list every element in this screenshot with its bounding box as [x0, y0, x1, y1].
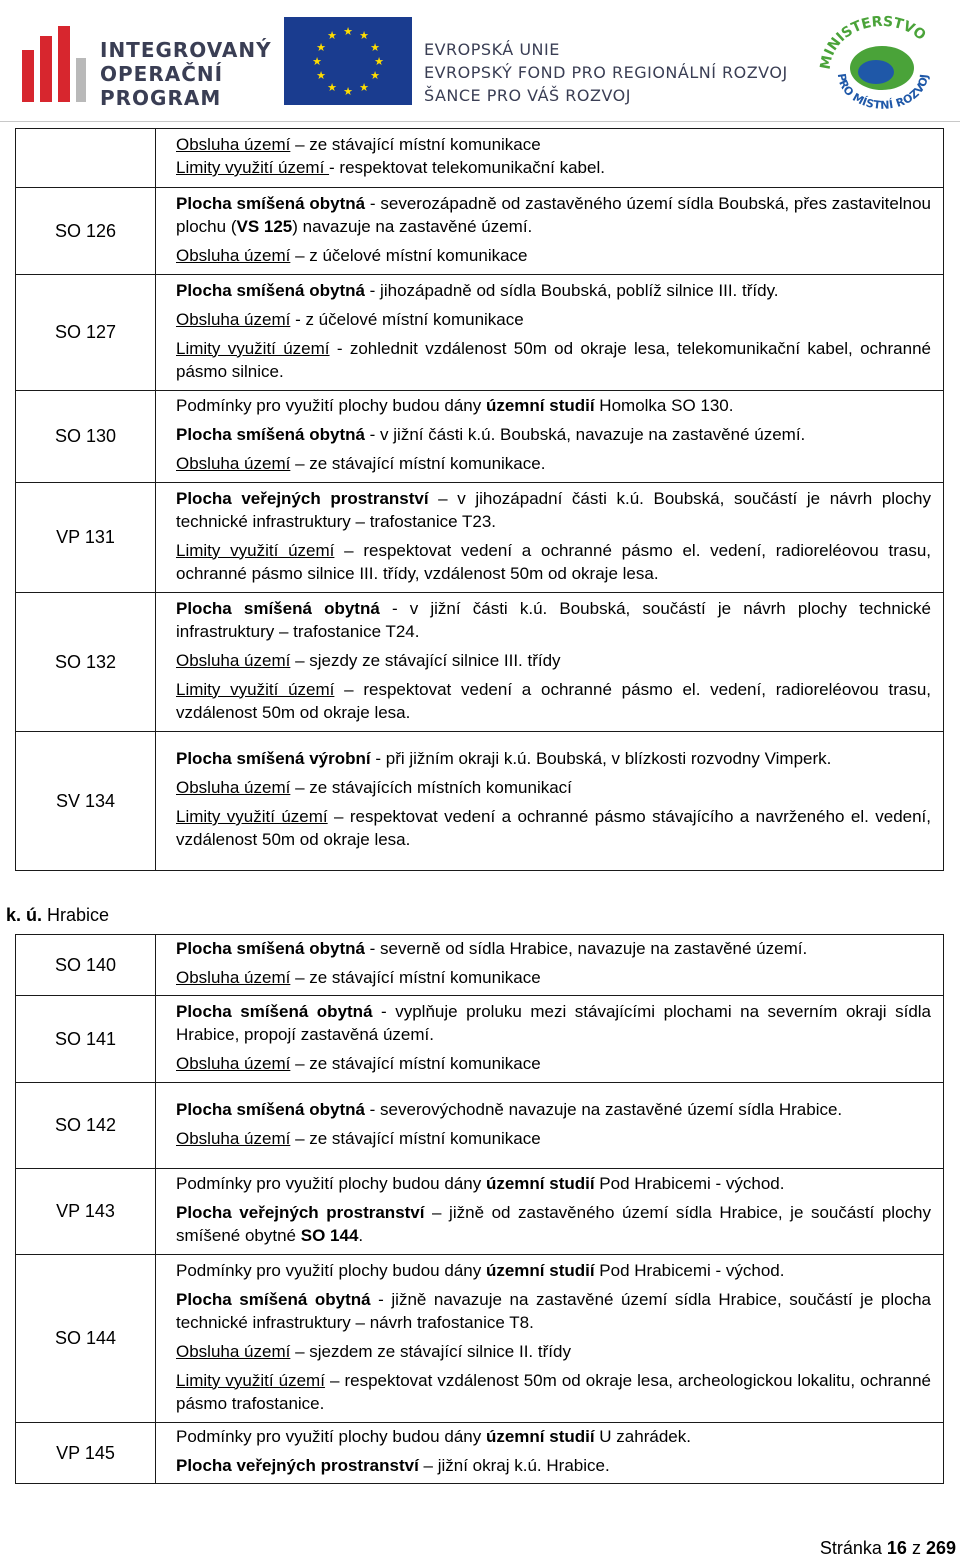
svg-text:★: ★	[327, 29, 337, 42]
area-code: SO 127	[16, 275, 156, 391]
svg-text:★: ★	[316, 41, 326, 54]
area-code: SO 142	[16, 1083, 156, 1169]
area-description: Plocha smíšená obytná - severně od sídla Hrabice, navazuje na zastavěné území. Obsluha území – ze stávající místní komunikace	[156, 935, 944, 996]
svg-text:★: ★	[327, 81, 337, 94]
area-code: SO 144	[16, 1255, 156, 1423]
table-row	[16, 996, 944, 1083]
mmr-logo-icon	[816, 10, 946, 114]
table-row	[16, 732, 944, 871]
area-description: Podmínky pro využití plochy budou dány územní studií Pod Hrabicemi - východ. Plocha smíšená obytná - jižně navazuje na zastavěné území sídla Hrabice, součástí je plocha technické infrastruktury – návrh trafostanice T8. Obsluha území – sjezdem ze stávající silnice II. třídy Limity využití území – respektovat vzdálenost 50m od okraje lesa, archeologickou lokalitu, ochranné pásmo trafostanice.	[156, 1255, 944, 1423]
svg-text:★: ★	[359, 81, 369, 94]
svg-text:★: ★	[370, 69, 380, 82]
table-row	[16, 188, 944, 275]
area-description: Plocha smíšená obytná - vyplňuje proluku mezi stávajícími plochami na severním okraji sídla Hrabice, propojí zastavěná území. Obsluha území – ze stávající místní komunikace	[156, 996, 944, 1083]
svg-text:★: ★	[374, 55, 384, 68]
area-description: Plocha smíšená obytná - v jižní části k.ú. Boubská, součástí je návrh plochy technické infrastruktury – trafostanice T24. Obsluha území – sjezdy ze stávající silnice III. třídy Limity využití území – respektovat vedení a ochranné pásmo el. vedení, radioreléovou trasu, vzdálenost 50m od okraje lesa.	[156, 593, 944, 732]
table-row	[16, 935, 944, 996]
area-description: Plocha smíšená výrobní - při jižním okraji k.ú. Boubská, v blízkosti rozvodny Vimperk. Obsluha území – ze stávajících místních komunikací Limity využití území – respektovat vedení a ochranné pásmo stávajícího a navrženého el. vedení, vzdálenost 50m od okraje lesa.	[156, 732, 944, 871]
table-row	[16, 1169, 944, 1255]
iop-logo-text: INTEGROVANÝ OPERAČNÍ PROGRAM	[100, 38, 272, 110]
eu-text: EVROPSKÁ UNIE EVROPSKÝ FOND PRO REGIONÁLNÍ ROZVOJ ŠANCE PRO VÁŠ ROZVOJ	[424, 40, 788, 105]
area-description: Plocha smíšená obytná - severovýchodně navazuje na zastavěné území sídla Hrabice. Obsluha území – ze stávající místní komunikace	[156, 1083, 944, 1169]
area-code: VP 145	[16, 1423, 156, 1484]
svg-text:★: ★	[343, 85, 353, 98]
area-description: Plocha smíšená obytná - severozápadně od zastavěného území sídla Boubská, přes zastavitelnou plochu (VS 125) navazuje na zastavěné území. Obsluha území – z účelové místní komunikace	[156, 188, 944, 275]
area-code: VP 131	[16, 483, 156, 593]
page-number: Stránka 16 z 269	[819, 1538, 956, 1558]
table-row	[16, 593, 944, 732]
area-code: SO 126	[16, 188, 156, 275]
table-row	[16, 391, 944, 483]
svg-text:★: ★	[312, 55, 322, 68]
table-row	[16, 1083, 944, 1169]
area-code: VP 143	[16, 1169, 156, 1255]
area-description: Podmínky pro využití plochy budou dány územní studií U zahrádek. Plocha veřejných prostranství – jižní okraj k.ú. Hrabice.	[156, 1423, 944, 1484]
area-description: Obsluha území – ze stávající místní komunikace Limity využití území - respektovat telekomunikační kabel.	[156, 129, 944, 188]
table-row	[16, 1255, 944, 1423]
svg-text:★: ★	[370, 41, 380, 54]
svg-text:★: ★	[343, 25, 353, 38]
svg-text:MINISTERSTVO: MINISTERSTVO	[817, 13, 929, 71]
header-divider	[0, 121, 960, 122]
svg-text:PRO MÍSTNÍ ROZVOJ: PRO MÍSTNÍ ROZVOJ	[834, 72, 932, 112]
areas-table-hrabice	[15, 934, 944, 1484]
area-code: SO 140	[16, 935, 156, 996]
svg-text:★: ★	[359, 29, 369, 42]
table-row	[16, 275, 944, 391]
area-code	[16, 129, 156, 188]
svg-text:★: ★	[316, 69, 326, 82]
section-heading: k. ú. Hrabice	[6, 905, 110, 925]
area-code: SV 134	[16, 732, 156, 871]
area-description: Podmínky pro využití plochy budou dány územní studií Pod Hrabicemi - východ. Plocha veřejných prostranství – jižně od zastavěného území sídla Hrabice, je součástí plochy smíšené obytné SO 144.	[156, 1169, 944, 1255]
area-code: SO 141	[16, 996, 156, 1083]
area-description: Plocha veřejných prostranství – v jihozápadní části k.ú. Boubská, součástí je návrh plochy technické infrastruktury – trafostanice T23. Limity využití území – respektovat vedení a ochranné pásmo el. vedení, radioreléovou trasu, ochranné pásmo silnice III. třídy, vzdálenost 50m od okraje lesa.	[156, 483, 944, 593]
eu-flag-icon	[284, 17, 412, 105]
area-code: SO 132	[16, 593, 156, 732]
area-description: Plocha smíšená obytná - jihozápadně od sídla Boubská, poblíž silnice III. třídy. Obsluha území - z účelové místní komunikace Limity využití území - zohlednit vzdálenost 50m od okraje lesa, telekomunikační kabel, ochranné pásmo silnice.	[156, 275, 944, 391]
table-row	[16, 1423, 944, 1484]
page-header	[0, 0, 960, 122]
table-row	[16, 483, 944, 593]
table-row	[16, 129, 944, 188]
iop-logo-icon	[18, 22, 90, 106]
areas-table-boubska	[15, 128, 944, 871]
area-description: Podmínky pro využití plochy budou dány územní studií Homolka SO 130. Plocha smíšená obytná - v jižní části k.ú. Boubská, navazuje na zastavěné území. Obsluha území – ze stávající místní komunikace.	[156, 391, 944, 483]
iop-logo	[18, 20, 272, 110]
area-code: SO 130	[16, 391, 156, 483]
